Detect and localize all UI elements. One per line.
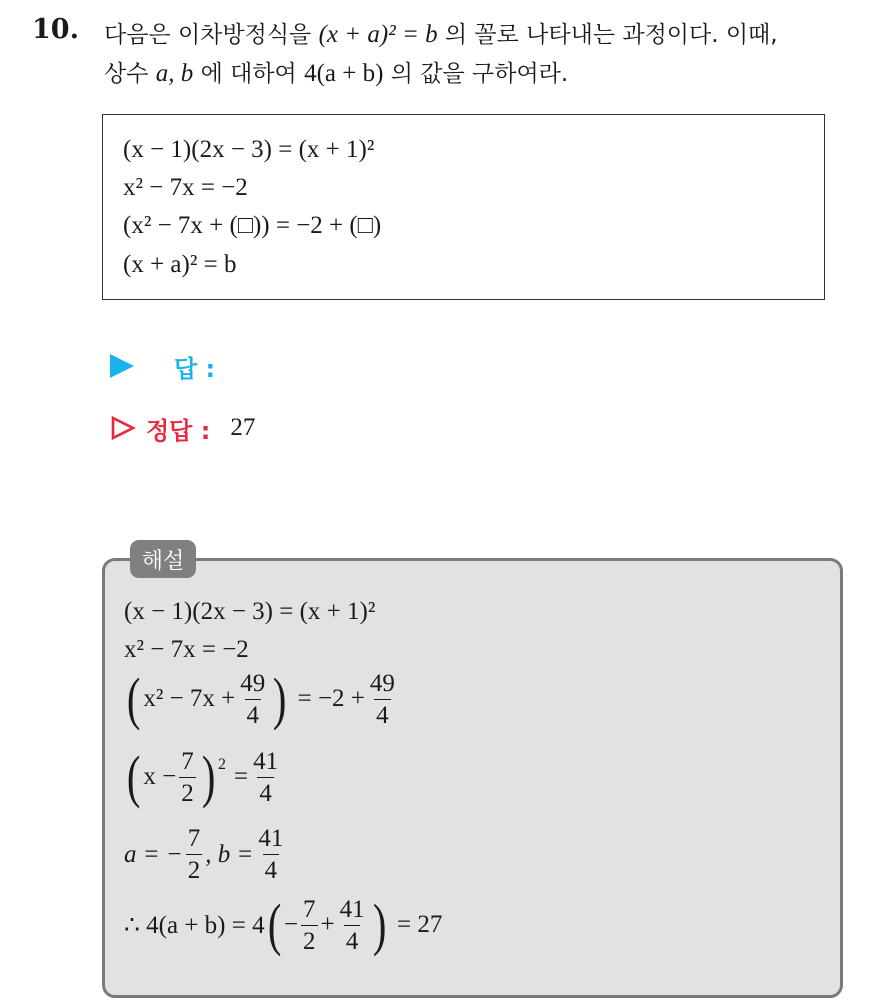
- explanation-line-1: (x − 1)(2x − 3) = (x + 1)²: [124, 598, 376, 625]
- question-line-1: [104, 16, 778, 49]
- question-number: 10.: [32, 14, 79, 45]
- denominator: 2: [301, 925, 318, 954]
- fraction: [301, 897, 318, 954]
- answer-row: [110, 349, 215, 383]
- explanation-line-3: [124, 666, 400, 731]
- fraction: [251, 749, 280, 806]
- expr: x² − 7x +: [143, 685, 236, 712]
- numerator: 7: [181, 747, 194, 775]
- expr: , b =: [205, 840, 254, 868]
- solution-label: 정답 :: [146, 416, 211, 445]
- minus-sign: −: [283, 911, 299, 938]
- question-text: 에 대하여: [200, 61, 297, 87]
- outline-triangle-icon: [110, 415, 136, 441]
- constants: a, b: [155, 60, 194, 87]
- equals: =: [234, 763, 249, 790]
- fraction: [186, 826, 203, 883]
- expr: x −: [143, 763, 177, 790]
- explanation-line-5: [124, 826, 288, 883]
- explanation-line-4: [124, 744, 283, 809]
- target-form: (x + a)² = b: [318, 21, 438, 48]
- right-paren: ): [273, 666, 287, 731]
- explanation-line-2: x² − 7x = −2: [124, 636, 249, 663]
- expr: a = −: [124, 840, 183, 868]
- denominator: 2: [186, 854, 203, 883]
- numerator: 7: [303, 895, 316, 923]
- expr: = −2 +: [297, 685, 365, 712]
- target-expression: 4(a + b): [304, 60, 384, 87]
- fraction: [256, 826, 285, 883]
- plus-sign: +: [320, 911, 335, 938]
- process-line-1: (x − 1)(2x − 3) = (x + 1)²: [123, 136, 375, 163]
- numerator: 41: [258, 825, 284, 852]
- denominator: 4: [257, 777, 274, 806]
- left-paren: (: [126, 666, 141, 731]
- fraction: [238, 671, 267, 728]
- solution-value: 27: [230, 414, 256, 441]
- question-text-tail: 의 꼴로 나타내는 과정이다. 이때,: [444, 22, 778, 48]
- question-text: 의 값을 구하여라.: [390, 61, 569, 87]
- fraction: [338, 897, 367, 954]
- expr: ∴ 4(a + b) = 4: [124, 912, 265, 939]
- numerator: 41: [339, 895, 365, 923]
- fraction: [368, 671, 397, 728]
- numerator: 49: [240, 669, 266, 697]
- process-line-3: (x² − 7x + (□)) = −2 + (□): [123, 212, 382, 239]
- left-paren: (: [267, 892, 282, 957]
- right-paren: ): [201, 744, 216, 809]
- question-line-2: [104, 55, 568, 88]
- numerator: 7: [187, 825, 201, 852]
- denominator: 4: [245, 699, 262, 728]
- question-text: 다음은 이차방정식을: [104, 22, 312, 48]
- play-triangle-icon: [110, 354, 134, 378]
- denominator: 2: [179, 777, 196, 806]
- right-paren: ): [372, 892, 387, 957]
- numerator: 41: [253, 747, 279, 775]
- denominator: 4: [374, 699, 391, 728]
- explanation-tab: 해설: [130, 540, 196, 578]
- result: = 27: [396, 911, 443, 938]
- question-text: 상수: [104, 61, 149, 87]
- left-paren: (: [126, 744, 141, 809]
- exponent: 2: [218, 756, 227, 773]
- fraction: [179, 749, 196, 806]
- denominator: 4: [263, 854, 280, 883]
- explanation-line-6: [124, 892, 443, 957]
- process-line-2: x² − 7x = −2: [123, 174, 248, 201]
- solution-row: [110, 411, 255, 445]
- process-line-4: (x + a)² = b: [123, 251, 237, 278]
- denominator: 4: [344, 925, 361, 954]
- numerator: 49: [369, 669, 395, 697]
- answer-label: 답 :: [174, 354, 216, 383]
